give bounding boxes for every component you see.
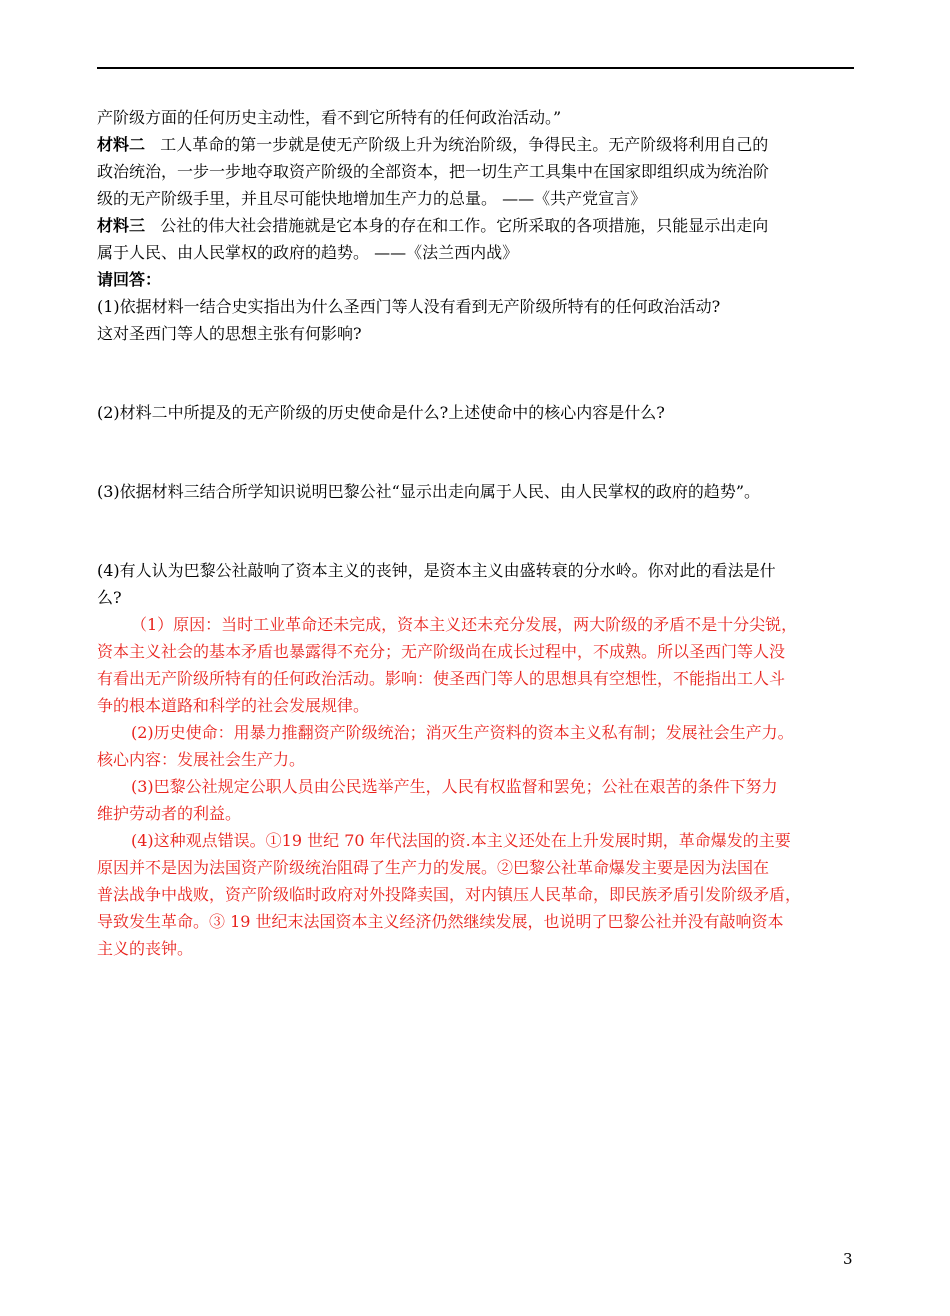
answer-2-line-2: 核心内容：发展社会生产力。	[97, 750, 306, 769]
answer-4-line-4: 导致发生革命。③ 19 世纪末法国资本主义经济仍然继续发展，也说明了巴黎公社并没有敲响资本	[97, 912, 784, 931]
page-number: 3	[843, 1250, 853, 1268]
material2-line-3: 级的无产阶级手里，并且尽可能快地增加生产力的总量。 ——《共产党宣言》	[97, 189, 647, 208]
question-2: (2)材料二中所提及的无产阶级的历史使命是什么?上述使命中的核心内容是什么?	[97, 403, 665, 422]
answer-block	[97, 611, 854, 962]
answer-3-line-1: (3)巴黎公社规定公职人员由公民选举产生，人民有权监督和罢免；公社在艰苦的条件下努力	[131, 777, 778, 796]
answer-2-line-1: (2)历史使命：用暴力推翻资产阶级统治；消灭生产资料的资本主义私有制；发展社会生产力。	[131, 723, 794, 742]
material1-tail: 产阶级方面的任何历史主动性，看不到它所特有的任何政治活动。”	[97, 108, 562, 127]
answer-1-line-4: 争的根本道路和科学的社会发展规律。	[97, 696, 370, 715]
material2-line-2: 政治统治，一步一步地夺取资产阶级的全部资本，把一切生产工具集中在国家即组织成为统治阶	[97, 162, 770, 181]
question-3: (3)依据材料三结合所学知识说明巴黎公社“显示出走向属于人民、由人民掌权的政府的趋势”。	[97, 482, 761, 501]
answer-4-line-5: 主义的丧钟。	[97, 939, 194, 958]
answer-1-line-1: （1）原因：当时工业革命还未完成，资本主义还未充分发展，两大阶级的矛盾不是十分尖锐，	[131, 615, 798, 634]
prompt-heading: 请回答：	[97, 270, 162, 289]
material3-line-1: 材料三 公社的伟大社会措施就是它本身的存在和工作。它所采取的各项措施，只能显示出走向	[97, 216, 769, 235]
question-4-line-1: (4)有人认为巴黎公社敲响了资本主义的丧钟，是资本主义由盛转衰的分水岭。你对此的看法是什	[97, 561, 776, 580]
answer-1-line-3: 有看出无产阶级所特有的任何政治活动。影响：使圣西门等人的思想具有空想性，不能指出工人斗	[97, 669, 786, 688]
answer-4-line-2: 原因并不是因为法国资产阶级统治阻碍了生产力的发展。②巴黎公社革命爆发主要是因为法国在	[97, 858, 770, 877]
answer-1-line-2: 资本主义社会的基本矛盾也暴露得不充分；无产阶级尚在成长过程中，不成熟。所以圣西门等人没	[97, 642, 786, 661]
material2-label: 材料二	[97, 135, 146, 154]
answer-3-line-2: 维护劳动者的利益。	[97, 804, 242, 823]
question-4-line-2: 么?	[97, 588, 122, 607]
material3-line-2: 属于人民、由人民掌权的政府的趋势。 ——《法兰西内战》	[97, 243, 519, 262]
question-1-line-2: 这对圣西门等人的思想主张有何影响?	[97, 324, 362, 343]
answer-4-line-3: 普法战争中战败，资产阶级临时政府对外投降卖国，对内镇压人民革命，即民族矛盾引发阶级矛盾，	[97, 885, 802, 904]
answer-4-line-1: (4)这种观点错误。①19 世纪 70 年代法国的资.本主义还处在上升发展时期，革命爆发的主要	[131, 831, 791, 850]
header-rule	[97, 67, 854, 69]
question-1-line-1: (1)依据材料一结合史实指出为什么圣西门等人没有看到无产阶级所特有的任何政治活动?	[97, 297, 721, 316]
material3-label: 材料三	[97, 216, 146, 235]
material2-line-1: 材料二 工人革命的第一步就是使无产阶级上升为统治阶级，争得民主。无产阶级将利用自己的	[97, 135, 769, 154]
document-body	[97, 104, 854, 962]
